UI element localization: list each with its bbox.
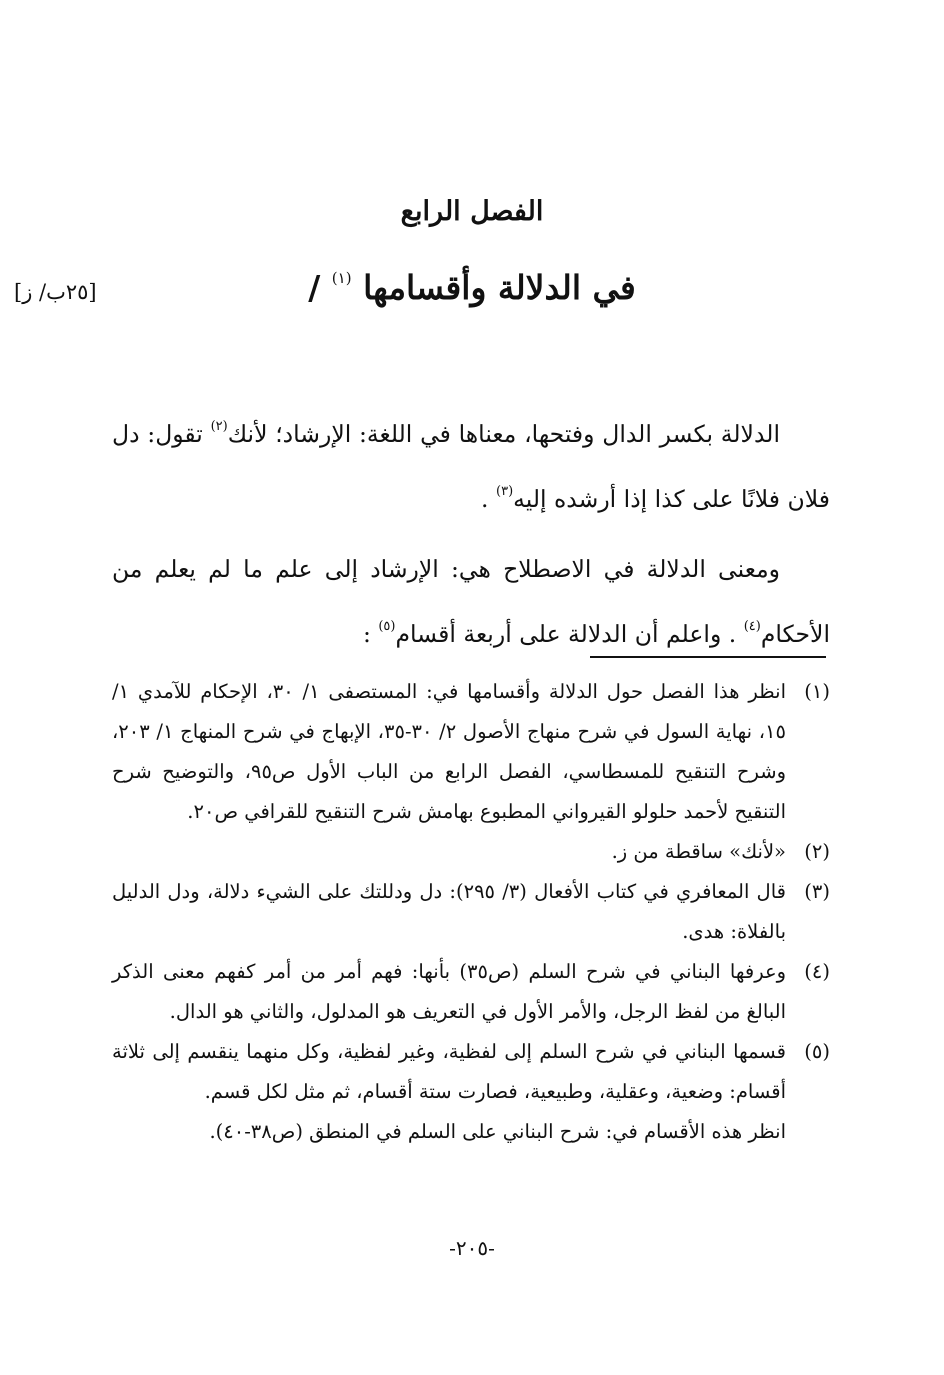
footnote-ref[interactable]: (٤): [743, 619, 761, 634]
chapter-title: الفصل الرابع: [400, 196, 544, 227]
paragraph: [112, 398, 830, 528]
footnote-ref[interactable]: (٥): [378, 619, 396, 634]
footnote-text-continuation: انظر هذه الأقسام في: شرح البناني على السلم في المنطق (ص٣٨-٤٠).: [209, 1120, 786, 1143]
chapter-subtitle-line: [0, 268, 944, 307]
page-number: -٢٠٥-: [449, 1236, 495, 1260]
paragraph-text: . واعلم أن الدلالة على أربعة أقسام: [395, 620, 744, 648]
footnote-ref[interactable]: (٣): [496, 484, 514, 499]
footnote-text: قال المعافري في كتاب الأفعال (٣/ ٢٩٥): دل ودللتك على الشيء دلالة، ودل الدليل بالفلاة: هدى.: [112, 880, 786, 943]
footnote-item: [112, 952, 830, 1032]
footnotes: [112, 672, 830, 1152]
footnote-text-block: [112, 1032, 786, 1152]
footnote-number: (٢): [804, 840, 830, 863]
paragraph-text: تقول: دل فلان فلانًا على كذا إذا أرشده إليه: [112, 420, 830, 513]
footnote-item: [112, 872, 830, 952]
paragraph-text: .: [481, 485, 496, 513]
footnote-number: (٥): [804, 1040, 830, 1063]
paragraph-text: :: [362, 620, 379, 648]
footnote-item: [112, 832, 830, 872]
footnote-divider: [590, 656, 826, 658]
footnote-item: [112, 672, 830, 832]
manuscript-folio-marker: [٢٥ب/ ز]: [14, 280, 97, 304]
chapter-subtitle: في الدلالة وأقسامها: [363, 268, 636, 307]
footnote-text: انظر هذا الفصل حول الدلالة وأقسامها في: المستصفى ١/ ٣٠، الإحكام للآمدي ١/ ١٥، نهاية السول في شرح منهاج الأصول ٢/ ٣٠-٣٥، الإبهاج في شرح المنهاج ١/ ٢٠٣، وشرح التنقيح للمسطاسي، الفصل الرابع من الباب الأول ص٩٥، والتوضيح شرح التنقيح لأحمد حلولو القيرواني المطبوع بهامش شرح التنقيح للقرافي ص٢٠.: [112, 680, 787, 823]
paragraph: [112, 541, 830, 663]
footnote-ref[interactable]: (١): [331, 269, 352, 287]
footnote-text: وعرفها البناني في شرح السلم (ص٣٥) بأنها: فهم أمر من أمر كفهم معنى الذكر البالغ من لفظ الرجل، والأمر الأول في التعريف هو المدلول، والثاني هو الدال.: [112, 960, 786, 1023]
folio-slash: /: [308, 268, 321, 307]
main-text: [112, 398, 830, 676]
footnote-ref[interactable]: (٢): [210, 419, 228, 434]
footnote-number: (٤): [804, 960, 830, 983]
paragraph-text: الدلالة بكسر الدال وفتحها، معناها في اللغة: الإرشاد؛ لأنك: [227, 420, 780, 448]
footnote-text: «لأنك» ساقطة من ز.: [611, 840, 786, 863]
footnote-number: (١): [804, 680, 830, 703]
footnote-text: قسمها البناني في شرح السلم إلى لفظية، وغير لفظية، وكل منهما ينقسم إلى ثلاثة أقسام: وضعية، وعقلية، وطبيعية، فصارت ستة أقسام، ثم مثل لكل قسم.: [112, 1040, 786, 1103]
paragraph-text: ومعنى الدلالة في الاصطلاح هي: الإرشاد إلى علم ما لم يعلم من الأحكام: [112, 555, 830, 648]
footnote-item: [112, 1032, 830, 1152]
footnote-number: (٣): [804, 880, 830, 903]
